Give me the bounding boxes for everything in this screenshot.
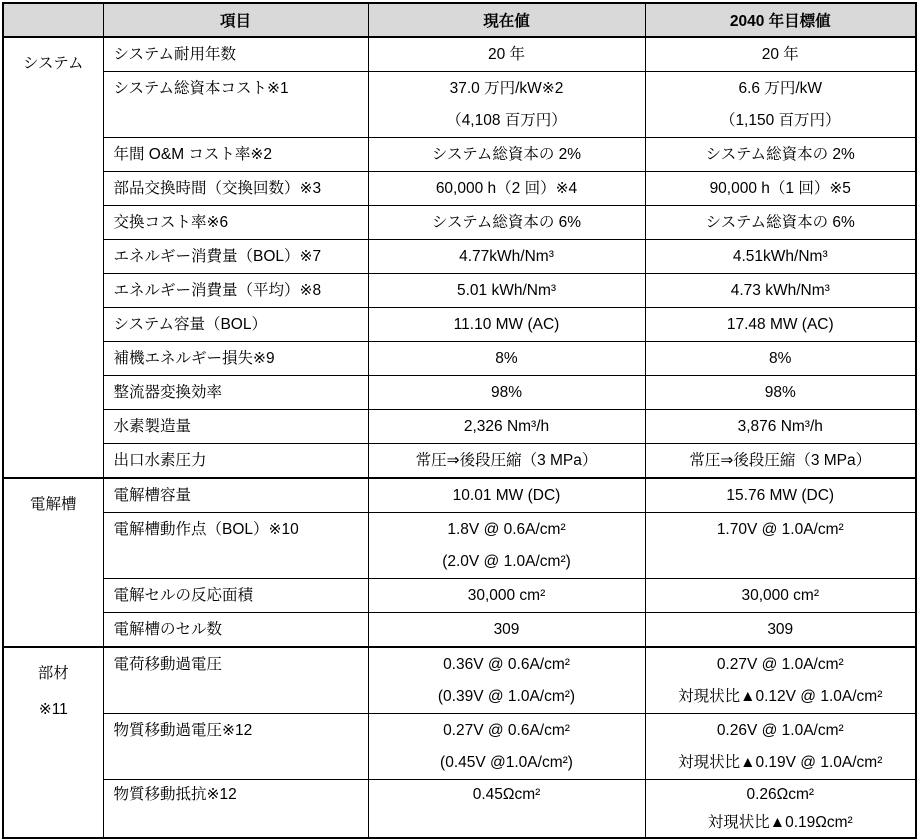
cell-target-value: 309 xyxy=(645,613,916,648)
cell-current-value: 0.27V @ 0.6A/cm² (0.45V @1.0A/cm²) xyxy=(368,714,645,780)
cell-target-value: 20 年 xyxy=(645,37,916,72)
table-row xyxy=(3,206,916,240)
cell-target-value: 17.48 MW (AC) xyxy=(645,308,916,342)
cell-target-value: 90,000 h（1 回）※5 xyxy=(645,172,916,206)
header-current: 現在値 xyxy=(368,3,645,37)
table-row xyxy=(3,274,916,308)
cell-target-value: システム総資本の 2% xyxy=(645,138,916,172)
cell-current-value: 0.45Ωcm² xyxy=(368,780,645,839)
cell-target-value: 4.51kWh/Nm³ xyxy=(645,240,916,274)
group-label: システム xyxy=(23,55,84,72)
cell-item: エネルギー消費量（平均）※8 xyxy=(103,274,368,308)
table-row xyxy=(3,714,916,780)
cell-item: システム総資本コスト※1 xyxy=(103,72,368,138)
cell-group-system xyxy=(3,37,103,478)
cell-current-value: 10.01 MW (DC) xyxy=(368,478,645,513)
cell-target-value: 1.70V @ 1.0A/cm² xyxy=(645,513,916,579)
cell-item: 電荷移動過電圧 xyxy=(103,647,368,714)
cell-item: 年間 O&M コスト率※2 xyxy=(103,138,368,172)
cell-current-value: 8% xyxy=(368,342,645,376)
cell-current-value: 98% xyxy=(368,376,645,410)
cell-current-value: 4.77kWh/Nm³ xyxy=(368,240,645,274)
cell-target-value: 4.73 kWh/Nm³ xyxy=(645,274,916,308)
cell-item: 電解槽容量 xyxy=(103,478,368,513)
cell-current-value: システム総資本の 6% xyxy=(368,206,645,240)
table-row xyxy=(3,513,916,579)
cell-target-value: 0.27V @ 1.0A/cm² 対現状比▲0.12V @ 1.0A/cm² xyxy=(645,647,916,714)
cell-current-value: 60,000 h（2 回）※4 xyxy=(368,172,645,206)
table-row xyxy=(3,647,916,714)
cell-target-value: 0.26Ωcm² 対現状比▲0.19Ωcm² xyxy=(645,780,916,839)
cell-item: 電解槽動作点（BOL）※10 xyxy=(103,513,368,579)
table-row xyxy=(3,342,916,376)
group-label: 電解槽 xyxy=(29,496,77,513)
cell-target-value: 8% xyxy=(645,342,916,376)
cell-target-value: 3,876 Nm³/h xyxy=(645,410,916,444)
header-target: 2040 年目標値 xyxy=(645,3,916,37)
table-row xyxy=(3,308,916,342)
table-row xyxy=(3,376,916,410)
cell-current-value: 1.8V @ 0.6A/cm² (2.0V @ 1.0A/cm²) xyxy=(368,513,645,579)
cell-item: 水素製造量 xyxy=(103,410,368,444)
cell-target-value: 常圧⇒後段圧縮（3 MPa） xyxy=(645,444,916,479)
cell-current-value: 0.36V @ 0.6A/cm² (0.39V @ 1.0A/cm²) xyxy=(368,647,645,714)
group-label: 部材 xyxy=(37,665,69,682)
cell-current-value: 37.0 万円/kW※2 （4,108 百万円） xyxy=(368,72,645,138)
cell-current-value: 309 xyxy=(368,613,645,648)
table-row xyxy=(3,478,916,513)
table-row xyxy=(3,613,916,648)
cell-current-value: 11.10 MW (AC) xyxy=(368,308,645,342)
table-row xyxy=(3,780,916,839)
spec-table xyxy=(2,2,917,839)
cell-current-value: 20 年 xyxy=(368,37,645,72)
cell-group-electrolyzer xyxy=(3,478,103,647)
header-row xyxy=(3,3,916,37)
cell-item: 物質移動過電圧※12 xyxy=(103,714,368,780)
cell-item: 電解槽のセル数 xyxy=(103,613,368,648)
cell-target-value: システム総資本の 6% xyxy=(645,206,916,240)
table-row xyxy=(3,444,916,479)
cell-item: システム容量（BOL） xyxy=(103,308,368,342)
cell-target-value: 15.76 MW (DC) xyxy=(645,478,916,513)
cell-target-value: 0.26V @ 1.0A/cm² 対現状比▲0.19V @ 1.0A/cm² xyxy=(645,714,916,780)
table-row xyxy=(3,172,916,206)
cell-item: 出口水素圧力 xyxy=(103,444,368,479)
header-item: 項目 xyxy=(103,3,368,37)
cell-current-value: システム総資本の 2% xyxy=(368,138,645,172)
cell-current-value: 5.01 kWh/Nm³ xyxy=(368,274,645,308)
cell-target-value: 30,000 cm² xyxy=(645,579,916,613)
table-row xyxy=(3,72,916,138)
cell-target-value: 6.6 万円/kW （1,150 百万円） xyxy=(645,72,916,138)
cell-current-value: 常圧⇒後段圧縮（3 MPa） xyxy=(368,444,645,479)
cell-group-components xyxy=(3,647,103,838)
cell-target-value: 98% xyxy=(645,376,916,410)
cell-item: 交換コスト率※6 xyxy=(103,206,368,240)
cell-item: システム耐用年数 xyxy=(103,37,368,72)
cell-item: 部品交換時間（交換回数）※3 xyxy=(103,172,368,206)
group-label-note: ※11 xyxy=(38,701,68,718)
table-row xyxy=(3,138,916,172)
cell-item: エネルギー消費量（BOL）※7 xyxy=(103,240,368,274)
table-row xyxy=(3,37,916,72)
cell-item: 物質移動抵抗※12 xyxy=(103,780,368,839)
cell-item: 整流器変換効率 xyxy=(103,376,368,410)
table-row xyxy=(3,240,916,274)
table-row xyxy=(3,410,916,444)
cell-item: 補機エネルギー損失※9 xyxy=(103,342,368,376)
header-corner xyxy=(3,3,103,37)
cell-current-value: 30,000 cm² xyxy=(368,579,645,613)
table-row xyxy=(3,579,916,613)
cell-current-value: 2,326 Nm³/h xyxy=(368,410,645,444)
cell-item: 電解セルの反応面積 xyxy=(103,579,368,613)
